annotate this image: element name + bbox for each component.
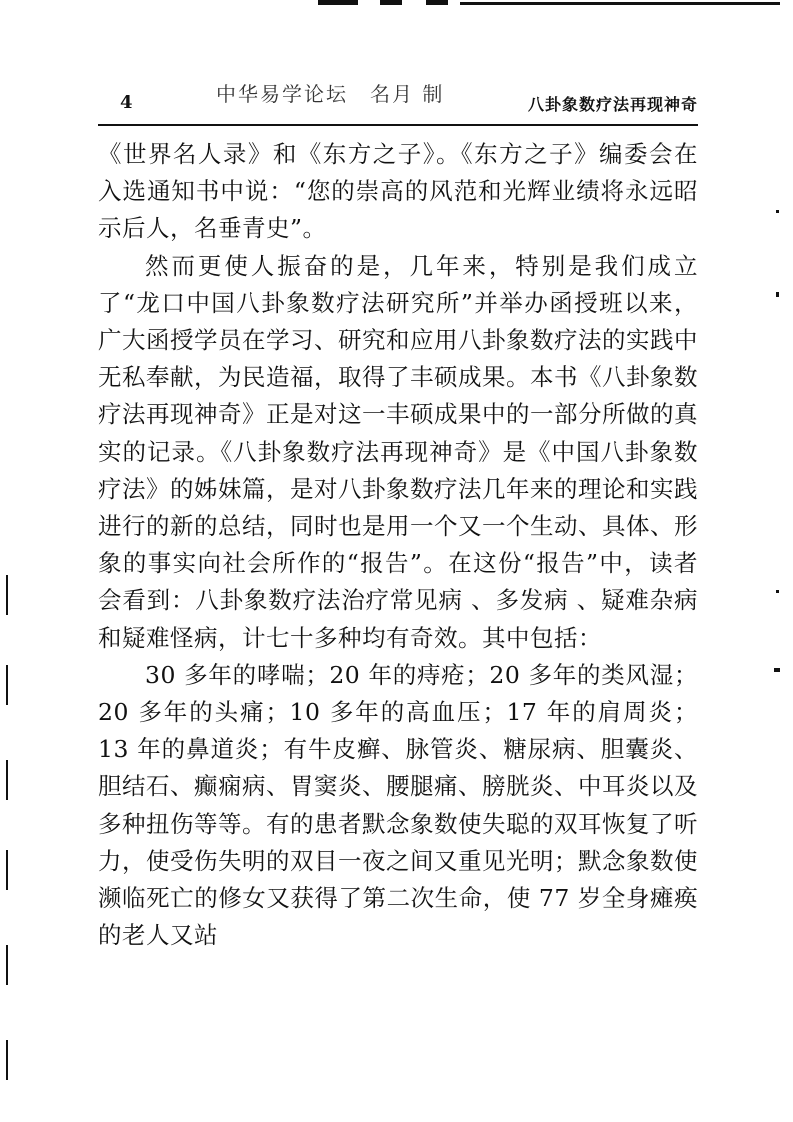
page-number: 4 — [120, 92, 133, 113]
header-rule — [98, 124, 698, 126]
running-title: 八卦象数疗法再现神奇 — [527, 95, 698, 114]
scan-margin-mark — [6, 575, 8, 615]
scan-margin-dot — [776, 292, 779, 297]
scan-margin-mark — [6, 945, 8, 985]
watermark-text: 中华易学论坛 名月 制 — [216, 82, 445, 106]
body-text — [98, 136, 698, 954]
scan-margin-dot — [774, 668, 780, 672]
paragraph-2: 然而更使人振奋的是，几年来，特别是我们成立了“龙口中国八卦象数疗法研究所”并举办函授班以来，广大函授学员在学习、研究和应用八卦象数疗法的实践中无私奉献，为民造福，取得了丰硕成果。本书《八卦象数疗法再现神奇》正是对这一丰硕成果中的一部分所做的真实的记录。《八卦象数疗法再现神奇》是《中国八卦象数疗法》的姊妹篇，是对八卦象数疗法几年来的理论和实践进行的新的总结，同时也是用一个又一个生动、具体、形象的事实向社会所作的“报告”。在这份“报告”中，读者会看到：八卦象数疗法治疗常见病 、多发病 、疑难杂病和疑难怪病，计七十多种均有奇效。其中包括： — [98, 251, 698, 652]
scan-margin-mark — [6, 850, 8, 890]
scan-margin-mark — [6, 1040, 8, 1080]
paragraph-1: 《世界名人录》和《东方之子》。《东方之子》编委会在入选通知书中说：“您的崇高的风范和光辉业绩将永远昭示后人，名垂青史”。 — [98, 140, 698, 243]
page-header — [98, 78, 698, 118]
paragraph-3: 30 多年的哮喘；20 年的痔疮；20 多年的类风湿；20 多年的头痛；10 多年的高血压；17 年的肩周炎；13 年的鼻道炎；有牛皮癣、脉管炎、糖尿病、胆囊炎、胆结石、癫痫病、胃窦炎、腰腿痛、膀胱炎、中耳炎以及多种扭伤等等。有的患者默念象数使失聪的双耳恢复了听力，使受伤失明的双目一夜之间又重见光明；默念象数使濒临死亡的修女又获得了第二次生命，使 77 岁全身瘫痪的老人又站 — [98, 660, 698, 950]
scan-margin-mark — [6, 760, 8, 800]
scan-margin-dot — [776, 210, 779, 213]
scan-margin-mark — [6, 665, 8, 705]
scan-margin-dot — [776, 590, 779, 593]
scan-top-marks — [300, 0, 780, 8]
